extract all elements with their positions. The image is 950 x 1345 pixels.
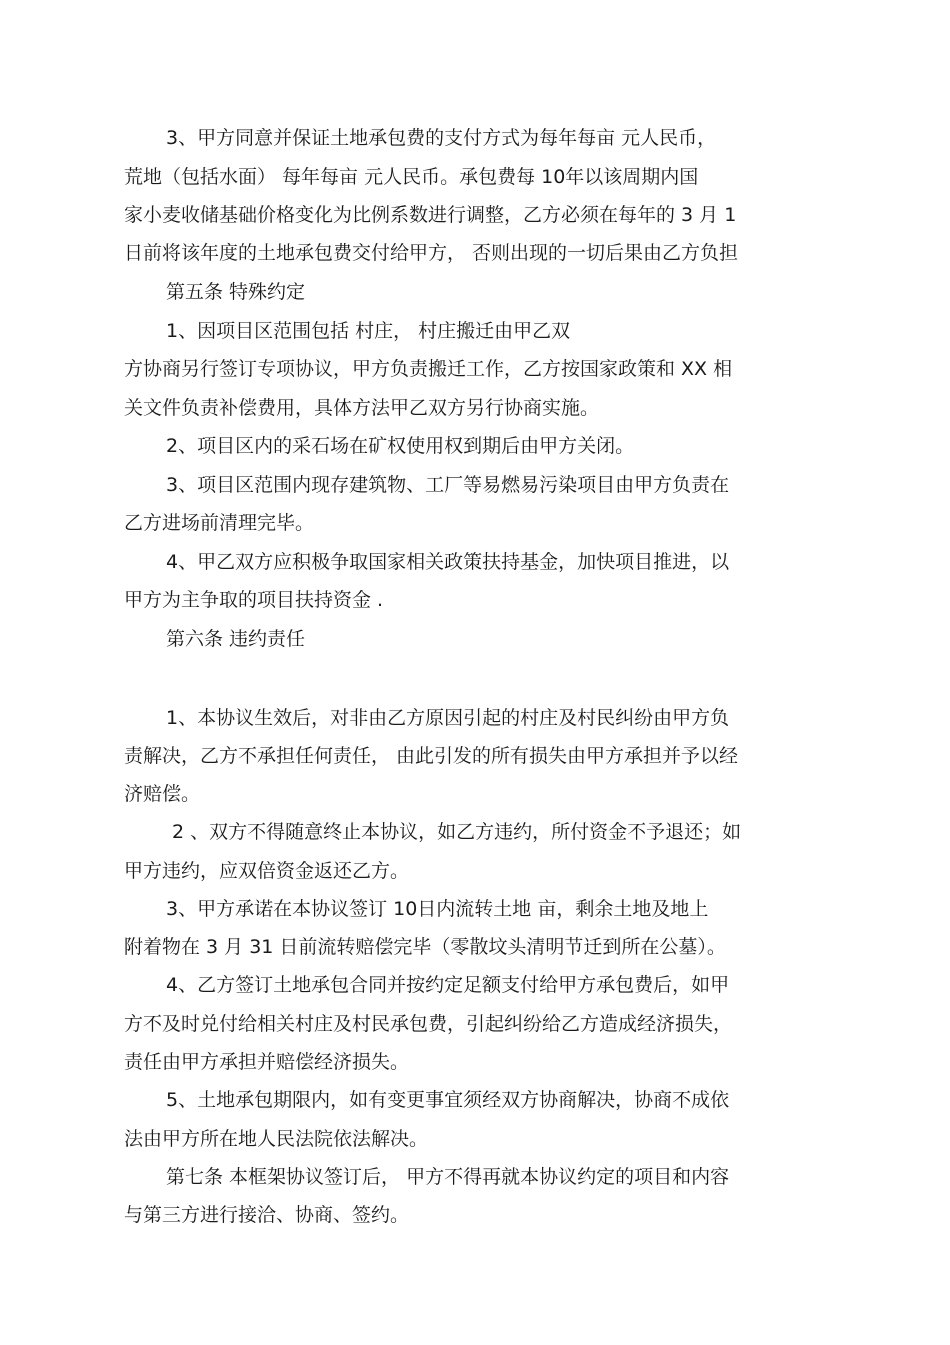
paragraph-line: 济赔偿。	[124, 783, 201, 805]
paragraph-line: 2、项目区内的采石场在矿权使用权到期后由甲方关闭。	[166, 435, 635, 457]
paragraph-line: 荒地（包括水面） 每年每亩 元人民币。承包费每 10年以该周期内国	[124, 166, 699, 188]
paragraph-line: 1、因项目区范围包括 村庄， 村庄搬迁由甲乙双	[166, 320, 571, 342]
paragraph-line: 家小麦收储基础价格变化为比例系数进行调整，乙方必须在每年的 3 月 1	[124, 204, 737, 226]
paragraph-line: 责解决，乙方不承担任何责任， 由此引发的所有损失由甲方承担并予以经	[124, 745, 739, 767]
paragraph-line: 乙方进场前清理完毕。	[124, 512, 315, 534]
paragraph-line: 附着物在 3 月 31 日前流转赔偿完毕（零散坟头清明节迁到所在公墓）。	[124, 936, 726, 958]
paragraph-line: 关文件负责补偿费用，具体方法甲乙双方另行协商实施。	[124, 397, 600, 419]
paragraph-line: 2 、双方不得随意终止本协议，如乙方违约，所付资金不予退还；如	[172, 821, 742, 843]
paragraph-line: 3、甲方同意并保证土地承包费的支付方式为每年每亩 元人民币，	[166, 127, 717, 149]
paragraph-line: 法由甲方所在地人民法院依法解决。	[124, 1128, 429, 1150]
paragraph-line: 5、土地承包期限内，如有变更事宜须经双方协商解决，协商不成依	[166, 1089, 730, 1111]
paragraph-line: 4、甲乙双方应积极争取国家相关政策扶持基金，加快项目推进，以	[166, 551, 730, 573]
paragraph-line: 甲方为主争取的项目扶持资金 .	[124, 589, 384, 611]
paragraph-line: 3、项目区范围内现存建筑物、工厂等易燃易污染项目由甲方负责在	[166, 474, 730, 496]
paragraph-line: 4、乙方签订土地承包合同并按约定足额支付给甲方承包费后，如甲	[166, 974, 730, 996]
section-heading-6: 第六条 违约责任	[166, 628, 306, 650]
section-heading-5: 第五条 特殊约定	[166, 281, 306, 303]
paragraph-line: 甲方违约，应双倍资金返还乙方。	[124, 860, 410, 882]
section-heading-7: 第七条 本框架协议签订后， 甲方不得再就本协议约定的项目和内容	[166, 1166, 730, 1188]
paragraph-line: 1、本协议生效后，对非由乙方原因引起的村庄及村民纠纷由甲方负	[166, 707, 730, 729]
paragraph-line: 方不及时兑付给相关村庄及村民承包费，引起纠纷给乙方造成经济损失，	[124, 1013, 733, 1035]
paragraph-line: 与第三方进行接洽、协商、签约。	[124, 1204, 410, 1226]
paragraph-line: 3、甲方承诺在本协议签订 10日内流转土地 亩，剩余土地及地上	[166, 898, 709, 920]
paragraph-line: 责任由甲方承担并赔偿经济损失。	[124, 1051, 410, 1073]
paragraph-line: 日前将该年度的土地承包费交付给甲方， 否则出现的一切后果由乙方负担	[124, 242, 739, 264]
paragraph-line: 方协商另行签订专项协议，甲方负责搬迁工作，乙方按国家政策和 XX 相	[124, 358, 733, 380]
